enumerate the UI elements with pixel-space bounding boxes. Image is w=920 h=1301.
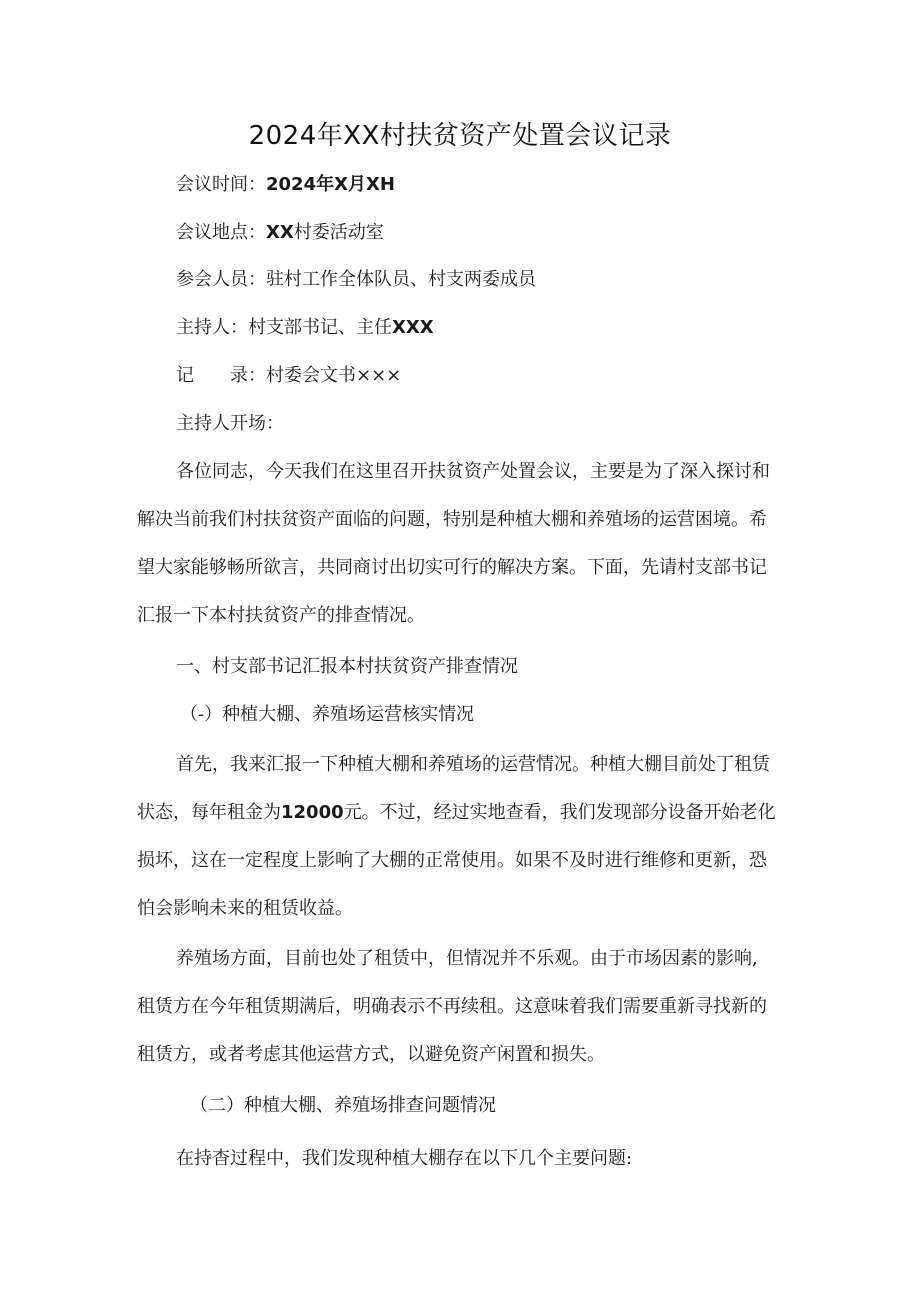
paragraph-2-line-3: 损坏，这在一定程度上影响了大棚的正常使用。如果不及时进行维修和更新，恐 [137,850,767,871]
paragraph-3-line-3: 租赁方，或者考虑其他运营方式，以避免资产闲置和损失。 [137,1044,605,1065]
subsection-heading-1: （-）种植大棚、养殖场运营核实情况 [180,704,475,725]
paragraph-3-line-2: 租赁方在今年租赁期满后，明确表示不再续租。这意味着我们需要重新寻找新的 [137,996,767,1017]
paragraph-1-line-3: 望大家能够畅所欲言，共同商讨出切实可行的解决方案。下面，先请村支部书记 [137,557,767,578]
rent-prefix: 状态，每年租金为 [137,802,281,823]
paragraph-2-line-2 [137,798,776,828]
paragraph-2-line-4: 怕会影响未来的租赁收益。 [137,898,353,919]
section-heading-1: 一、村支部书记汇报本村扶贫资产排查情况 [176,656,518,677]
paragraph-3-line-1: 养殖场方面，目前也处了租赁中，但情况并不乐观。由于市场因素的影响, [176,948,758,969]
rent-amount: 12000 [281,802,344,823]
recorder-label-b: 录： [230,365,266,386]
paragraph-1-line-4: 汇报一下本村扶贫资产的排查情况。 [137,605,425,626]
recorder-label-a: 记 [176,365,194,386]
recorder-value: 村委会文书××× [266,365,402,386]
meeting-place-label: 会议地点： [176,222,266,243]
meeting-place-value: XX村委活动室 [266,222,384,243]
attendees-label: 参会人员： [176,269,266,290]
host-label: 主持人： [176,317,248,338]
host-value: 村支部书记、主任 [248,317,392,338]
paragraph-1-line-1: 各位同志，今天我们在这里召开扶贫资产处置会议，主要是为了深入探讨和 [176,461,770,482]
recorder-line [176,361,401,391]
paragraph-1-line-2: 解决当前我们村扶贫资产面临的问题，特别是种植大棚和养殖场的运营困境。希 [137,509,767,530]
meeting-time-line [176,170,395,200]
paragraph-2-line-1: 首先，我来汇报一下种植大棚和养殖场的运营情况。种植大棚目前处丁租赁 [176,754,770,775]
meeting-time-label: 会议时间： [176,174,266,195]
rent-suffix: 元。不过，经过实地查看，我们发现部分设备开始老化 [343,802,776,823]
meeting-time-value: 2024年X月XH [266,174,395,195]
attendees-value: 驻村工作全体队员、村支两委成员 [266,269,536,290]
document-title: 2024年XX村扶贫资产处置会议记录 [248,121,672,151]
subsection-heading-2: （二）种植大棚、养殖场排查问题情况 [190,1095,496,1116]
paragraph-4-line-1: 在持杳过程中，我们发现种植大棚存在以下几个主要问题: [176,1148,633,1169]
opening-label: 主持人开场： [176,413,284,434]
host-line [176,313,434,343]
attendees-line [176,265,536,295]
meeting-place-line [176,218,384,248]
host-value-mark: XXX [392,317,434,338]
